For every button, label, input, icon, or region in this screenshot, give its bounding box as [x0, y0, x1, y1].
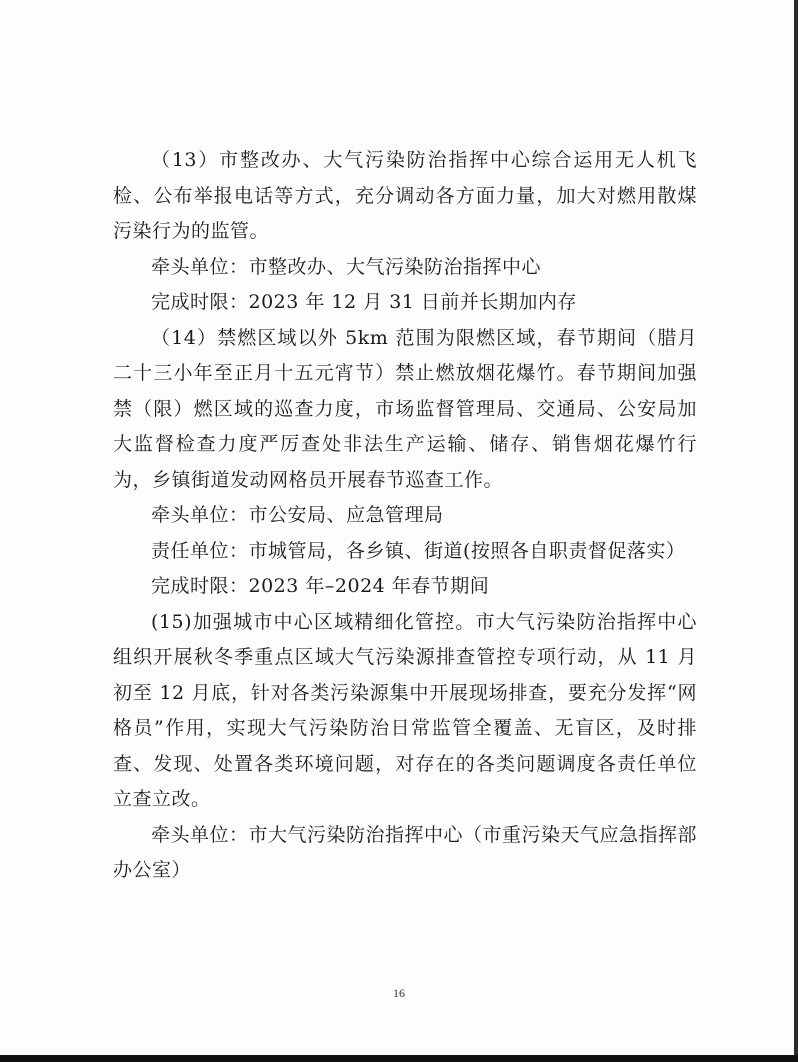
deadline-item-14: 完成时限：2023 年–2024 年春节期间 — [151, 575, 490, 597]
lead-unit-item-13: 牵头单位：市整改办、大气污染防治指挥中心 — [151, 255, 542, 278]
paragraph-item-15: (15)加强城市中心区域精细化管控。市大气污染防治指挥中心组织开展秋冬季重点区域大气污染源排查管控专项行动，从 11 月初至 12 月底，针对各类污染源集中开展现场排查，要充分发挥“网格员”作用，实现大气污染防治日常监管全覆盖、无盲区，及时排查、发现、处置各类环境问题，对存在的各类问题调度各责任单位立查立改。 — [113, 610, 697, 810]
document-body — [113, 143, 697, 889]
paragraph-item-14: （14）禁燃区域以外 5km 范围为限燃区域，春节期间（腊月二十三小年至正月十五元宵节）禁止燃放烟花爆竹。春节期间加强禁（限）燃区域的巡查力度，市场监督管理局、交通局、公安局加大监督检查力度严厉查处非法生产运输、储存、销售烟花爆竹行为，乡镇街道发动网格员开展春节巡查工作。 — [113, 326, 697, 491]
page-number: 16 — [393, 986, 405, 1000]
deadline-item-13: 完成时限：2023 年 12 月 31 日前并长期加内存 — [151, 291, 577, 313]
scan-edge-bottom — [0, 1055, 798, 1062]
responsible-unit-item-14: 责任单位：市城管局，各乡镇、街道(按照各自职责督促落实） — [151, 539, 686, 562]
lead-unit-item-14: 牵头单位：市公安局、应急管理局 — [151, 504, 444, 526]
scan-edge-right — [794, 0, 798, 1062]
lead-unit-item-15: 牵头单位：市大气污染防治指挥中心（市重污染天气应急指挥部办公室） — [113, 823, 698, 881]
paragraph-item-13: （13）市整改办、大气污染防治指挥中心综合运用无人机飞检、公布举报电话等方式，充分调动各方面力量，加大对燃用散煤污染行为的监管。 — [113, 149, 697, 242]
